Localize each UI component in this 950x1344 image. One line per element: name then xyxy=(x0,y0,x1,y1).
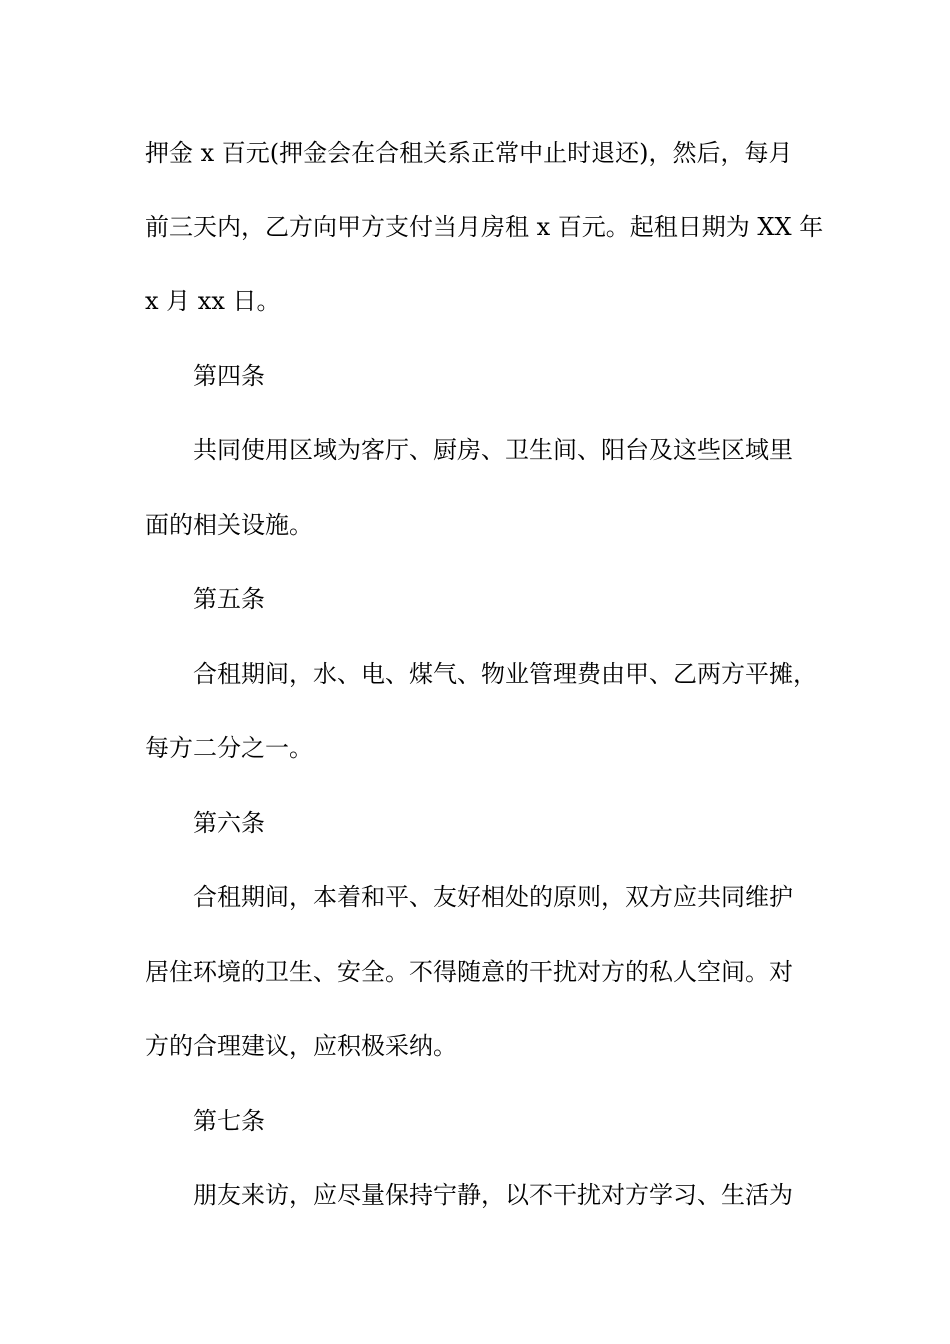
paragraph-line: 共同使用区域为客厅、厨房、卫生间、阳台及这些区域里 xyxy=(193,436,793,464)
paragraph-line: 面的相关设施。 xyxy=(145,511,313,539)
paragraph-line: 方的合理建议，应积极采纳。 xyxy=(145,1032,457,1060)
paragraph-line: 前三天内，乙方向甲方支付当月房租 x 百元。起租日期为 XX 年 xyxy=(145,213,824,241)
paragraph-line: 朋友来访，应尽量保持宁静，以不干扰对方学习、生活为 xyxy=(193,1181,793,1209)
article-heading: 第四条 xyxy=(193,362,265,390)
paragraph-line: x 月 xx 日。 xyxy=(145,287,281,315)
paragraph-line: 押金 x 百元(押金会在合租关系正常中止时退还)，然后，每月 xyxy=(145,139,793,167)
article-heading: 第五条 xyxy=(193,585,265,613)
paragraph-line: 每方二分之一。 xyxy=(145,734,313,762)
paragraph-line: 居住环境的卫生、安全。不得随意的干扰对方的私人空间。对 xyxy=(145,958,793,986)
article-heading: 第七条 xyxy=(193,1107,265,1135)
paragraph-line: 合租期间，水、电、煤气、物业管理费由甲、乙两方平摊， xyxy=(193,660,817,688)
article-heading: 第六条 xyxy=(193,809,265,837)
paragraph-line: 合租期间，本着和平、友好相处的原则，双方应共同维护 xyxy=(193,883,793,911)
